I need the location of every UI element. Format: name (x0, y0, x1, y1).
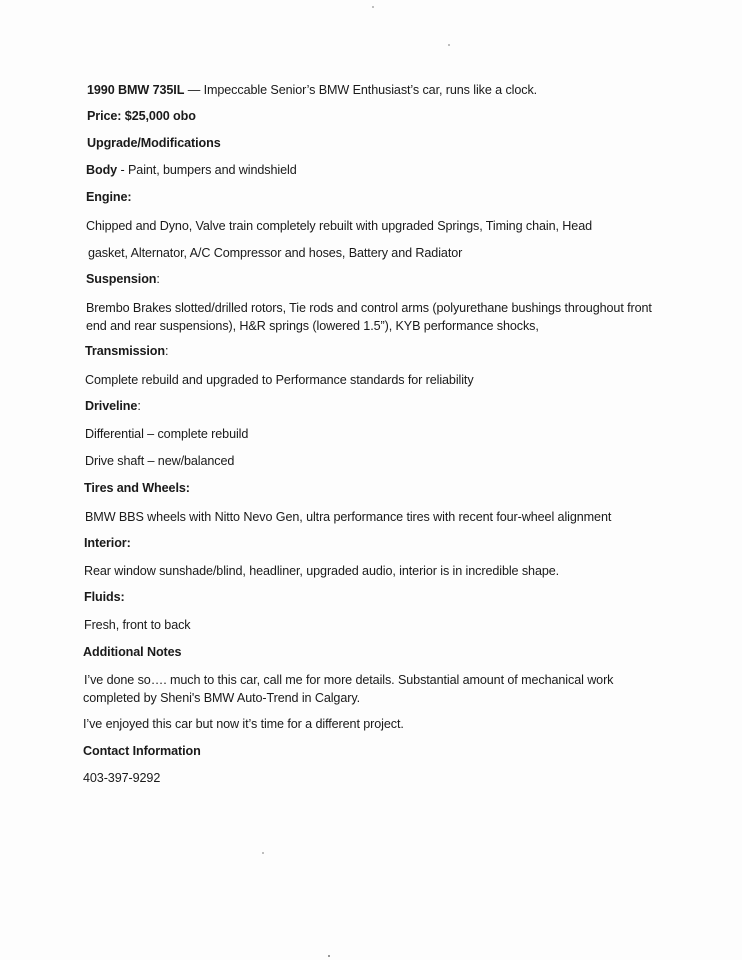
notes-line-3: I’ve enjoyed this car but now it’s time for a different project. (83, 717, 404, 731)
fluids-text: Fresh, front to back (84, 618, 191, 632)
engine-heading: Engine: (86, 190, 132, 204)
transmission-colon: : (165, 344, 169, 358)
notes-line-1: I’ve done so…. much to this car, call me for more details. Substantial amount of mechanical work (84, 673, 614, 687)
contact-heading: Contact Information (83, 744, 201, 758)
upgrades-heading: Upgrade/Modifications (87, 136, 221, 150)
engine-line-2: gasket, Alternator, A/C Compressor and hoses, Battery and Radiator (88, 246, 463, 260)
transmission-text: Complete rebuild and upgraded to Performance standards for reliability (85, 373, 474, 387)
driveline-heading: Driveline (85, 399, 138, 413)
body-label: Body (86, 163, 118, 177)
notes-line-2: completed by Sheni's BMW Auto-Trend in Calgary. (83, 691, 360, 705)
fluids-heading: Fluids: (84, 590, 125, 604)
title-line (87, 82, 537, 98)
contact-phone: 403-397-9292 (83, 771, 161, 785)
driveline-colon: : (137, 399, 141, 413)
driveline-line-2: Drive shaft – new/balanced (85, 454, 235, 468)
car-model: 1990 BMW 735IL (87, 83, 185, 97)
body-line (86, 162, 297, 178)
suspension-heading: Suspension (86, 272, 157, 286)
interior-text: Rear window sunshade/blind, headliner, upgraded audio, interior is in incredible shape. (84, 564, 560, 578)
interior-heading: Interior: (84, 536, 131, 550)
transmission-heading: Transmission (85, 344, 165, 358)
transmission-heading-line (85, 343, 168, 359)
tires-text: BMW BBS wheels with Nitto Nevo Gen, ultra performance tires with recent four-wheel alignment (85, 510, 612, 524)
notes-heading: Additional Notes (83, 645, 182, 659)
engine-line-1: Chipped and Dyno, Valve train completely rebuilt with upgraded Springs, Timing chain, Head (86, 219, 592, 233)
tires-heading: Tires and Wheels: (84, 481, 190, 495)
suspension-line-2: end and rear suspensions), H&R springs (lowered 1.5”), KYB performance shocks, (86, 319, 539, 333)
driveline-line-1: Differential – complete rebuild (85, 427, 249, 441)
suspension-colon: : (156, 272, 160, 286)
body-text: - Paint, bumpers and windshield (117, 163, 297, 177)
driveline-heading-line (85, 398, 141, 414)
suspension-line-1: Brembo Brakes slotted/drilled rotors, Tie rods and control arms (polyurethane bushings throughout front (86, 301, 652, 315)
car-tagline: — Impeccable Senior’s BMW Enthusiast’s car, runs like a clock. (184, 83, 538, 97)
suspension-heading-line (86, 271, 160, 287)
price: Price: $25,000 obo (87, 109, 196, 123)
